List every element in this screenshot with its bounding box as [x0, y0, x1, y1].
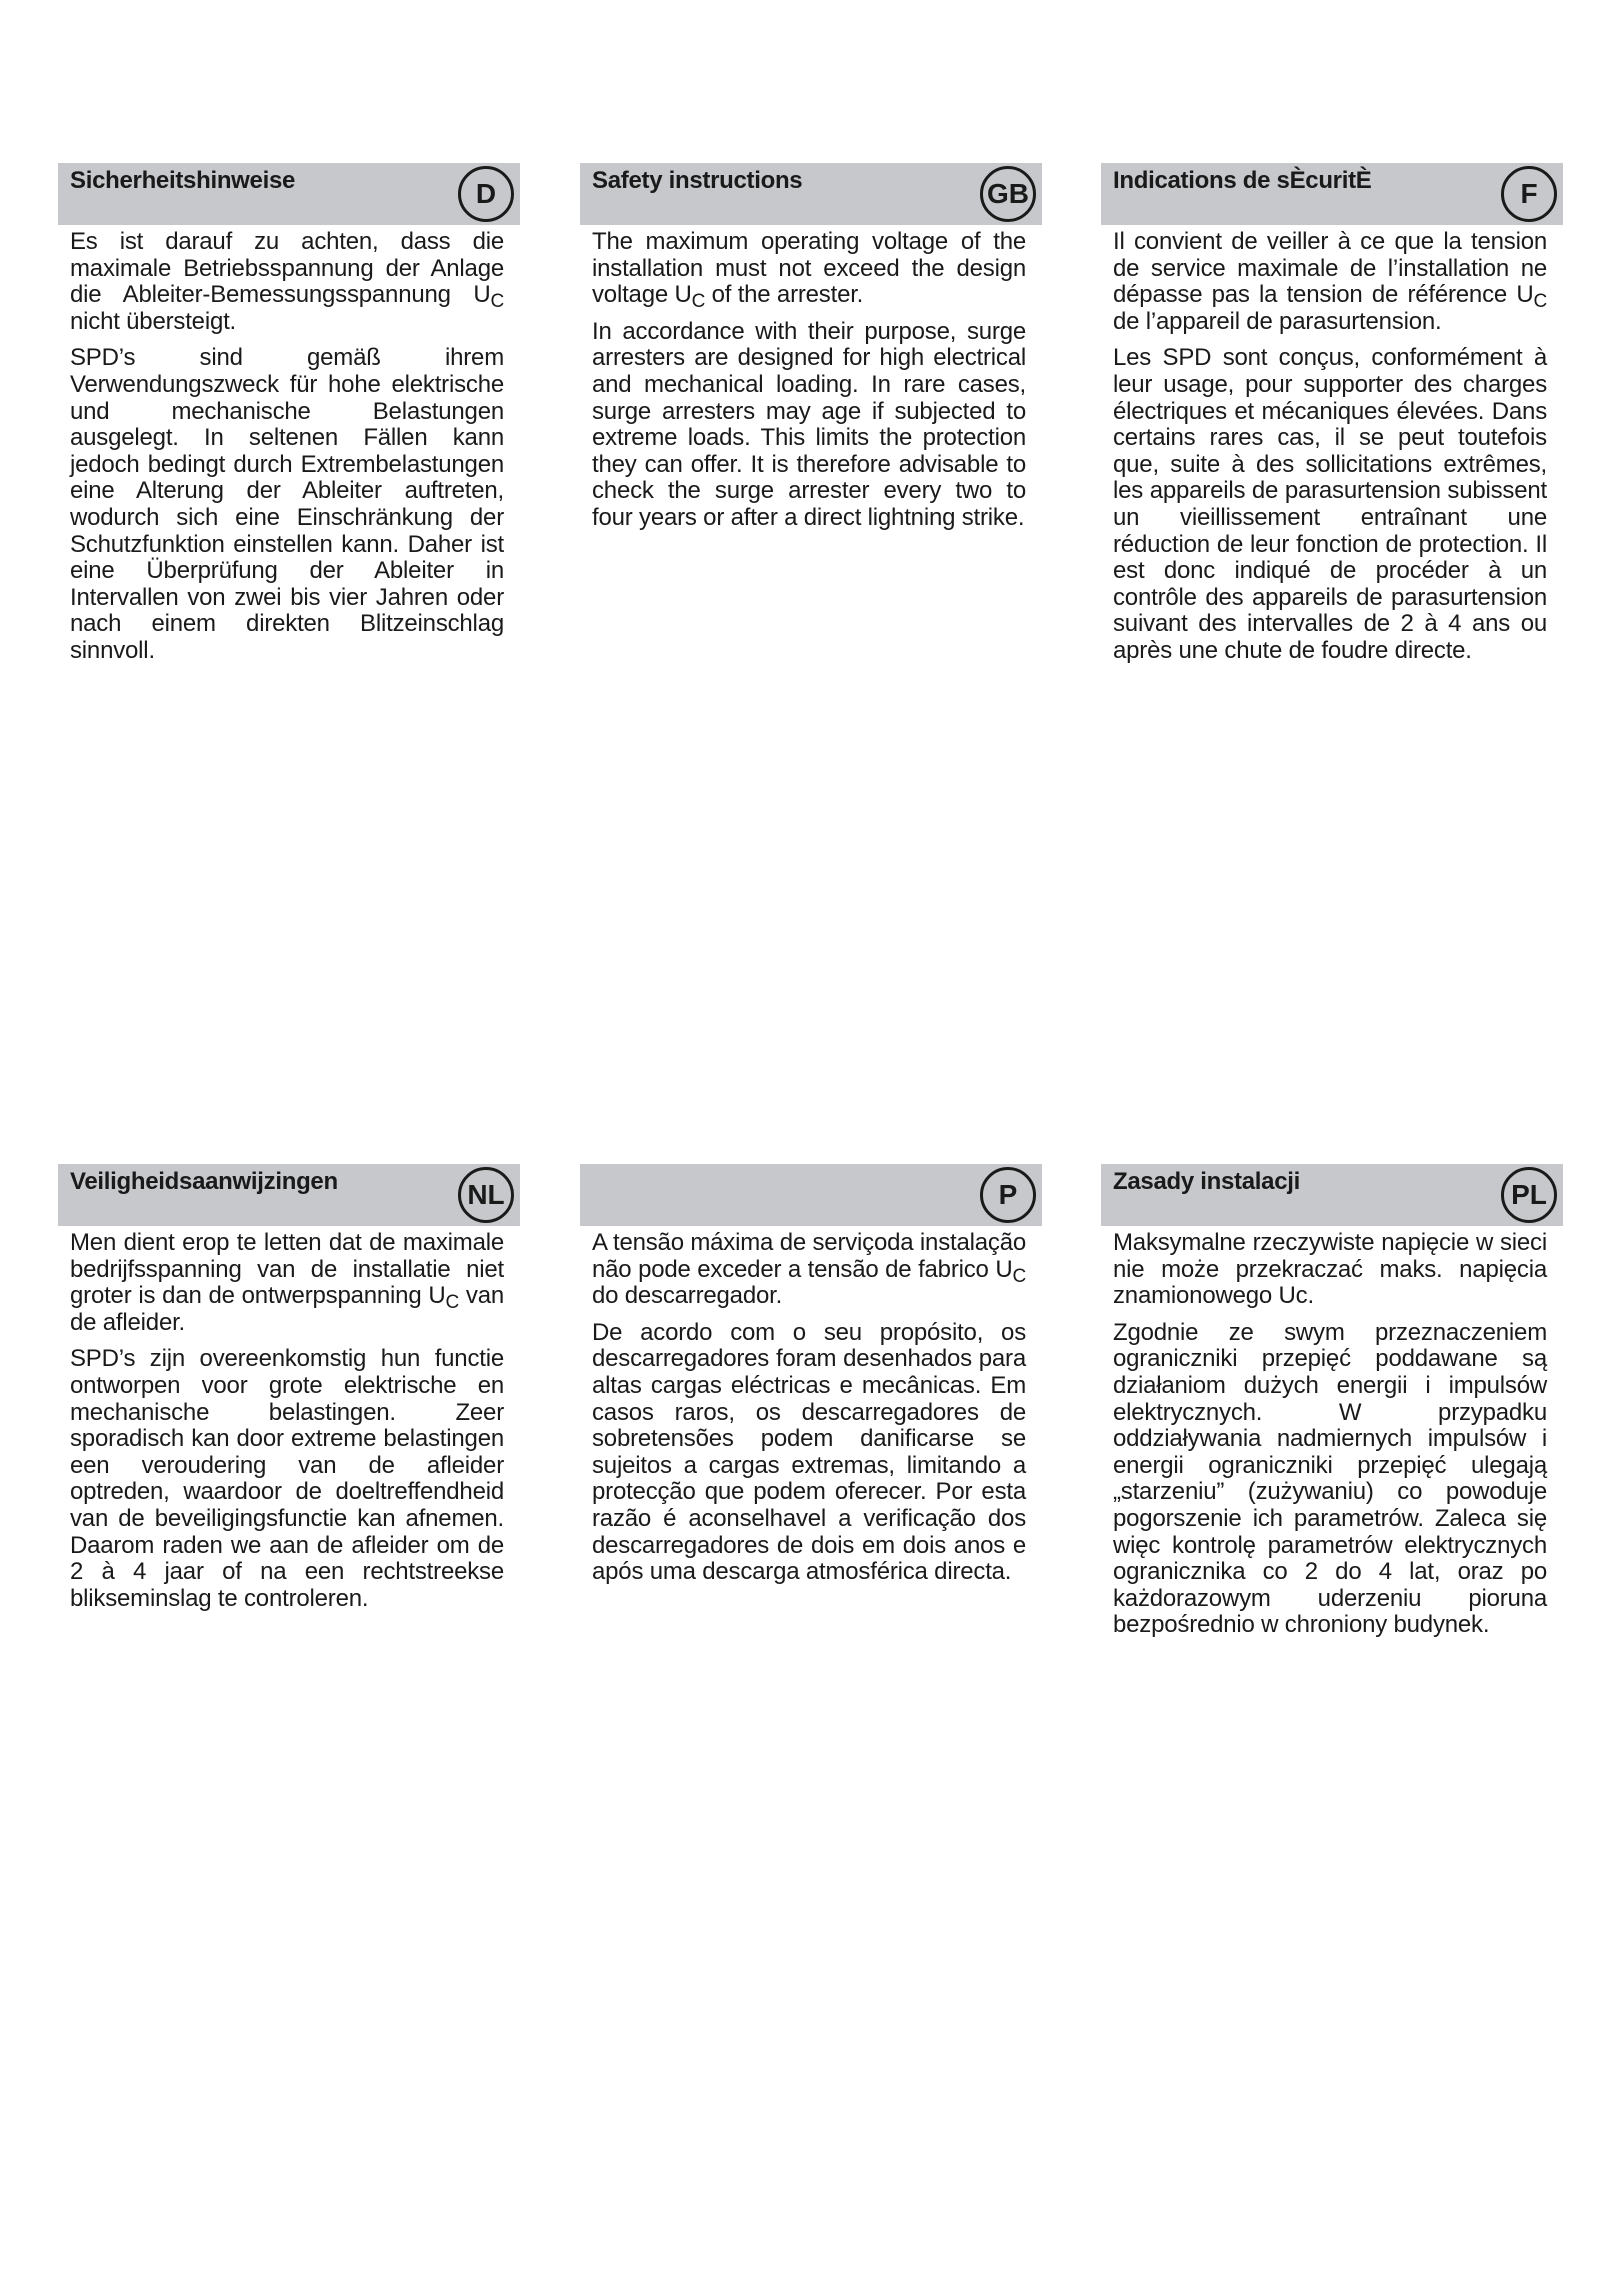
u-letter: U: [428, 1282, 446, 1310]
text: Il convient de veiller à ce que la tension de service maximale de l’installation ne dépasse pas la tension de référence: [1113, 228, 1547, 309]
uc-symbol: [1516, 281, 1547, 313]
text: A tensão máxima de serviçoda instalação não pode exceder a tensão de fabrico: [592, 1229, 1026, 1283]
language-badge-icon: NL: [458, 1167, 514, 1223]
c-subscript: C: [445, 1292, 460, 1314]
text: Men dient erop te letten dat de maximale bedrijfsspanning van de installatie niet groter is dan de ontwerpspanning: [70, 1229, 504, 1310]
u-letter: U: [674, 281, 692, 309]
paragraph-voltage: [1113, 1230, 1547, 1310]
section-body: [580, 225, 1042, 532]
paragraph-voltage: [592, 1230, 1026, 1310]
text: The maximum operating voltage of the installation must not exceed the design voltage: [592, 228, 1026, 309]
c-subscript: C: [691, 291, 706, 313]
section-header: [58, 163, 520, 225]
section-nl: [58, 1164, 520, 1622]
section-title: Veiligheidsaanwijzingen: [70, 1168, 338, 1195]
section-header: [1101, 163, 1563, 225]
text: nicht übersteigt.: [70, 307, 237, 335]
u-letter: U: [995, 1255, 1013, 1283]
text: van de afleider.: [70, 1282, 504, 1336]
text: do descarregador.: [592, 1282, 783, 1310]
section-body: [1101, 1226, 1563, 1639]
section-pt: [580, 1164, 1042, 1596]
language-badge-icon: F: [1501, 166, 1557, 222]
section-body: [1101, 225, 1563, 665]
language-badge-icon: GB: [980, 166, 1036, 222]
u-letter: U: [473, 281, 491, 309]
language-badge-icon: P: [980, 1167, 1036, 1223]
section-body: [580, 1226, 1042, 1586]
section-header: [1101, 1164, 1563, 1226]
section-title: Safety instructions: [592, 167, 803, 194]
paragraph-aging: Zgodnie ze swym przeznaczeniem ograniczniki przepięć poddawane są działaniom dużych energii i impulsów elektrycznych. W przypadku oddziaływania nadmiernych impulsów i energii ograniczniki przepięć ulegają „starzeniu” (zużywaniu) co powoduje pogorszenie ich parametrów. Zaleca się więc kontrolę parametrów elektrycznych ogranicznika co 2 do 4 lat, oraz po każdorazowym uderzeniu pioruna bezpośrednio w chroniony budynek.: [1113, 1318, 1547, 1639]
uc-symbol: [428, 1282, 460, 1314]
section-title: Indications de sÈcuritÈ: [1113, 167, 1372, 194]
language-badge-icon: D: [458, 166, 514, 222]
paragraph-voltage: [1113, 229, 1547, 335]
text: Es ist darauf zu achten, dass die maximale Betriebsspannung der Anlage die Ableiter-Bemessungsspannung: [70, 228, 504, 309]
section-title: Zasady instalacji: [1113, 1168, 1300, 1195]
uc-symbol: [473, 281, 504, 313]
c-subscript: C: [1533, 291, 1547, 313]
u-letter: U: [1516, 281, 1534, 309]
section-body: [58, 1226, 520, 1612]
text: of the arrester.: [705, 281, 864, 309]
paragraph-aging: De acordo com o seu propósito, os descarregadores foram desenhados para altas cargas eléctricas e mecânicas. Em casos raros, os descarregadores de sobretensões podem danificarse se sujeitos a cargas extremas, limitando a protecção que podem oferecer. Por esta razão é aconselhavel a verificação dos descarregadores de dois em dois anos e após uma descarga atmosférica directa.: [592, 1318, 1026, 1586]
c-subscript: C: [1012, 1265, 1026, 1287]
section-body: [58, 225, 520, 665]
text: de l’appareil de parasurtension.: [1113, 307, 1442, 335]
section-header: [580, 163, 1042, 225]
section-de: [58, 163, 520, 675]
uc-symbol: [995, 1255, 1026, 1287]
section-header: [58, 1164, 520, 1226]
section-header: [580, 1164, 1042, 1226]
paragraph-aging: Les SPD sont conçus, conformément à leur usage, pour supporter des charges électriques et mécaniques élevées. Dans certains rares cas, il se peut toutefois que, suite à des sollicitations extrêmes, les appareils de parasurtension subissent un vieillissement entraînant une réduction de leur fonction de protection. Il est donc indiqué de procéder à un contrôle des appareils de parasurtension suivant des intervalles de 2 à 4 ans ou après une chute de foudre directe.: [1113, 344, 1547, 664]
paragraph-aging: In accordance with their purpose, surge arresters are designed for high electrical and mechanical loading. In rare cases, surge arresters may age if subjected to extreme loads. This limits the protection they can offer. It is therefore advisable to check the surge arrester every two to four years or after a direct lightning strike.: [592, 317, 1026, 531]
paragraph-voltage: [70, 229, 504, 335]
paragraph-voltage: [592, 228, 1026, 313]
paragraph-aging: SPD’s zijn overeenkomstig hun functie ontworpen voor grote elektrische en mechanische belastingen. Zeer sporadisch kan door extreme belastingen een veroudering van de afleider optreden, waardoor de doeltreffendheid van de beveiligingsfunctie kan afnemen. Daarom raden we aan de afleider om de 2 à 4 jaar of na een rechtstreekse blikseminslag te controleren.: [70, 1345, 504, 1612]
section-title: Sicherheitshinweise: [70, 167, 296, 194]
section-pl: [1101, 1164, 1563, 1649]
section-gb: [580, 163, 1042, 542]
text: Maksymalne rzeczywiste napięcie w sieci nie może przekraczać maks. napięcia znamionowego Uc.: [1113, 1229, 1547, 1310]
c-subscript: C: [490, 291, 504, 313]
paragraph-voltage: [70, 1230, 504, 1336]
section-fr: [1101, 163, 1563, 675]
language-badge-icon: PL: [1501, 1167, 1557, 1223]
uc-symbol: [674, 281, 706, 313]
paragraph-aging: SPD’s sind gemäß ihrem Verwendungszweck für hohe elektrische und mechanische Belastungen ausgelegt. In seltenen Fällen kann jedoch bedingt durch Extrembelastungen eine Alterung der Ableiter auftreten, wodurch sich eine Einschränkung der Schutzfunktion einstellen kann. Daher ist eine Überprüfung der Ableiter in Intervallen von zwei bis vier Jahren oder nach einem direkten Blitzeinschlag sinnvoll.: [70, 344, 504, 664]
